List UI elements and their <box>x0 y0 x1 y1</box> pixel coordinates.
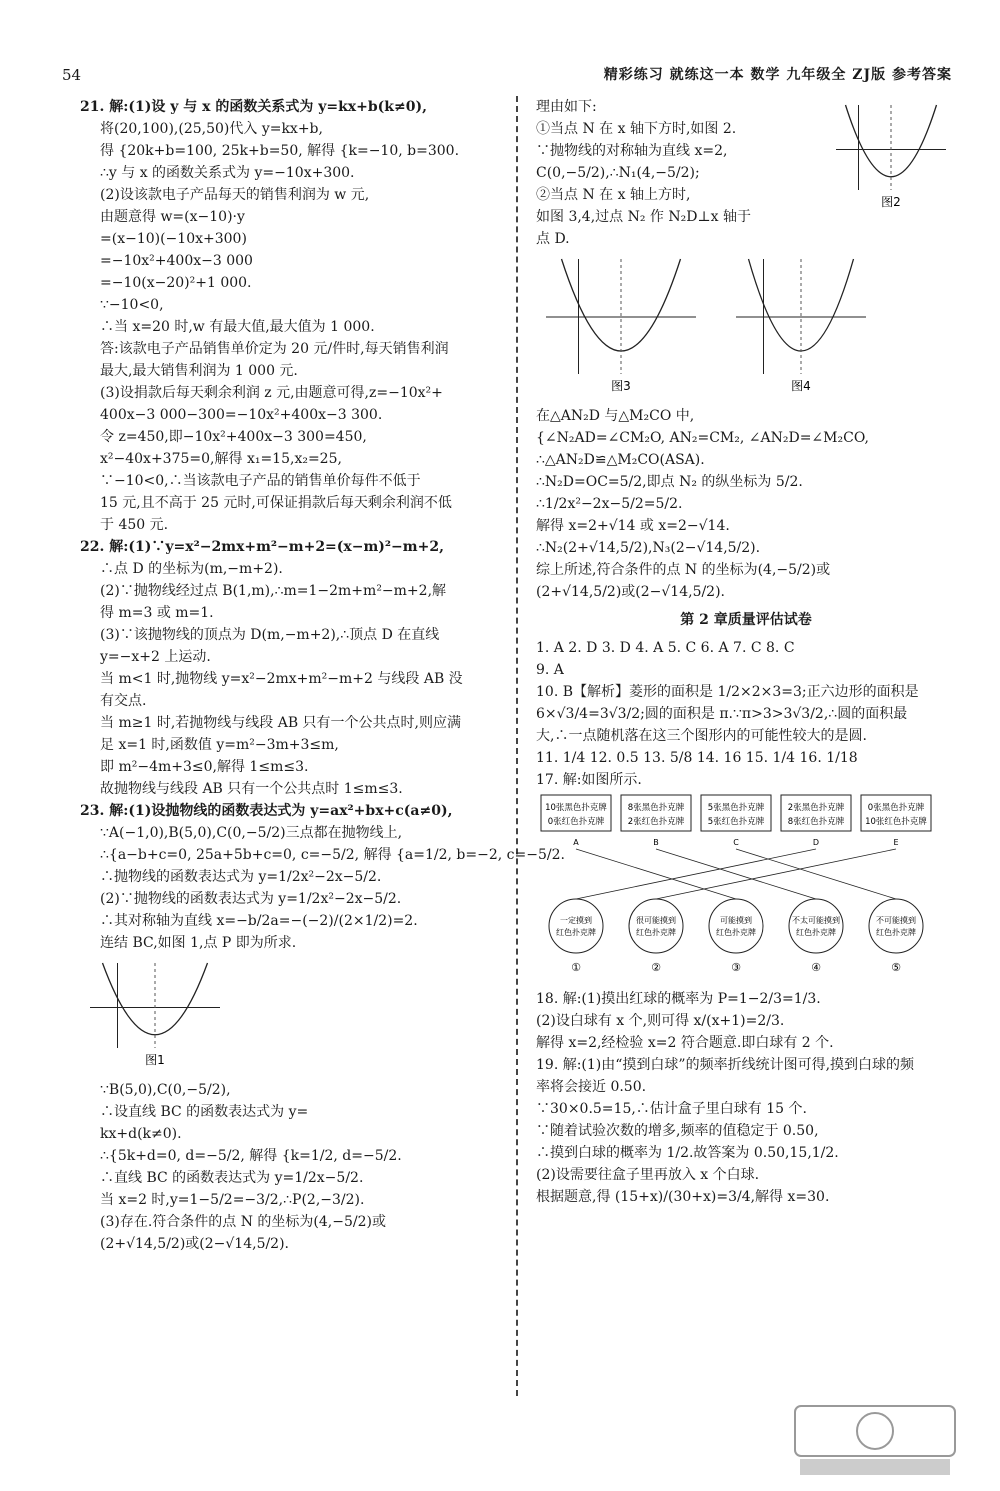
text-line: =(x−10)(−10x+300) <box>100 231 247 247</box>
text-line: 令 z=450,即−10x²+400x−3 300=450, <box>100 429 367 445</box>
circle-label: 可能摸到 <box>720 916 752 925</box>
watermark-stamp <box>790 1401 960 1481</box>
text-line: (2+√14,5/2)或(2−√14,5/2). <box>536 584 726 600</box>
text-line: x²−40x+375=0,解得 x₁=15,x₂=25, <box>100 451 342 467</box>
text-line: 15 元,且不高于 25 元时,可保证捐款后每天剩余利润不低 <box>100 495 452 511</box>
column-divider <box>516 96 518 1396</box>
figure-3 <box>536 254 706 401</box>
text-line: ∴y 与 x 的函数关系式为 y=−10x+300. <box>100 165 355 181</box>
text-line: 于 450 元. <box>100 517 169 533</box>
card-label: 2张红色扑克牌 <box>627 817 685 827</box>
connector-line <box>576 849 736 899</box>
text-line: ∵抛物线的对称轴为直线 x=2, <box>536 143 728 159</box>
figure-2 <box>826 100 956 217</box>
circle-label: 红色扑克牌 <box>716 928 756 937</box>
figure-caption: 图4 <box>791 379 811 393</box>
text-line: 11. 1/4 12. 0.5 13. 5/8 14. 16 15. 1/4 16. 1/18 <box>536 750 858 766</box>
text-line: 6×√3/4=3√3/2;圆的面积是 π.∵π>3>3√3/2,∴圆的面积最 <box>536 706 908 722</box>
text-line: 19. 解:(1)由“摸到白球”的频率折线统计图可得,摸到白球的频 <box>536 1057 915 1073</box>
text-line: 10. B【解析】菱形的面积是 1/2×2×3=3;正六边形的面积是 <box>536 684 919 700</box>
text-line: ∴点 D 的坐标为(m,−m+2). <box>100 561 283 577</box>
circle-label: 不太可能摸到 <box>792 916 840 925</box>
text-line: (3)设捐款后每天剩余利润 z 元,由题意可得,z=−10x²+ <box>100 385 443 401</box>
text-line: 故抛物线与线段 AB 只有一个公共点时 1≤m≤3. <box>100 781 403 797</box>
text-line: ∴{a−b+c=0, 25a+5b+c=0, c=−5/2, 解得 {a=1/2, b=−2, c=−5/2. <box>100 847 565 863</box>
card-label: 0张黑色扑克牌 <box>867 803 925 813</box>
figure-caption: 图1 <box>145 1053 165 1067</box>
figures-3-4 <box>536 250 956 405</box>
text-line: 大,∴一点随机落在这三个图形内的可能性较大的是圆. <box>536 728 867 744</box>
text-line: 得 {20k+b=100, 25k+b=50, 解得 {k=−10, b=300. <box>100 143 460 159</box>
circle-number: ② <box>651 961 661 974</box>
text-line: (3)∵该抛物线的顶点为 D(m,−m+2),∴顶点 D 在直线 <box>100 627 440 643</box>
figure-caption: 图2 <box>881 195 901 209</box>
outcome-circle <box>709 899 763 953</box>
text-line: 综上所述,符合条件的点 N 的坐标为(4,−5/2)或 <box>536 562 831 578</box>
text-line: 解得 x=2+√14 或 x=2−√14. <box>536 518 730 534</box>
circle-number: ④ <box>811 961 821 974</box>
text-line: ∴△AN₂D≌△M₂CO(ASA). <box>536 452 705 468</box>
text-line: (2)设白球有 x 个,则可得 x/(x+1)=2/3. <box>536 1013 785 1029</box>
card-label: 10张红色扑克牌 <box>865 817 927 827</box>
circle-number: ① <box>571 961 581 974</box>
card-label: 2张黑色扑克牌 <box>787 803 845 813</box>
text-line: 9. A <box>536 662 564 678</box>
text-line: 得 m=3 或 m=1. <box>100 605 214 621</box>
text-line: 22. 解:(1)∵y=x²−2mx+m²−m+2=(x−m)²−m+2, <box>80 539 444 555</box>
text-line: ∴当 x=20 时,w 有最大值,最大值为 1 000. <box>100 319 375 335</box>
card-label: 5张红色扑克牌 <box>707 817 765 827</box>
card-letter: A <box>573 838 579 847</box>
text-line: (2+√14,5/2)或(2−√14,5/2). <box>100 1236 290 1252</box>
text-line: C(0,−5/2),∴N₁(4,−5/2); <box>536 165 700 181</box>
text-line: 由题意得 w=(x−10)·y <box>100 209 245 225</box>
text-line: 理由如下: <box>536 99 597 115</box>
card-letter: C <box>733 838 739 847</box>
text-line: ∴抛物线的函数表达式为 y=1/2x²−2x−5/2. <box>100 869 382 885</box>
text-line: kx+d(k≠0). <box>100 1126 182 1142</box>
connector-line <box>656 849 896 899</box>
text-line: ∵30×0.5=15,∴估计盒子里白球有 15 个. <box>536 1101 807 1117</box>
text-line: 连结 BC,如图 1,点 P 即为所求. <box>100 935 297 951</box>
text-line: 答:该款电子产品销售单价定为 20 元/件时,每天销售利润 <box>100 341 449 357</box>
text-line: (3)存在.符合条件的点 N 的坐标为(4,−5/2)或 <box>100 1214 386 1230</box>
card-letter: D <box>812 838 820 847</box>
text-line: =−10(x−20)²+1 000. <box>100 275 252 291</box>
text-line: ∵−10<0,∴当该款电子产品的销售单价每件不低于 <box>100 473 421 489</box>
text-line: ∴设直线 BC 的函数表达式为 y= <box>100 1104 309 1120</box>
text-line: 23. 解:(1)设抛物线的函数表达式为 y=ax²+bx+c(a≠0), <box>80 803 453 819</box>
card-label: 0张红色扑克牌 <box>547 817 605 827</box>
page-number: 54 <box>62 66 82 84</box>
text-line: 1. A 2. D 3. D 4. A 5. C 6. A 7. C 8. C <box>536 640 795 656</box>
card-label: 8张黑色扑克牌 <box>627 803 685 813</box>
card-letter: B <box>653 838 659 847</box>
text-line: ∴1/2x²−2x−5/2=5/2. <box>536 496 683 512</box>
text-line: y=−x+2 上运动. <box>100 649 211 665</box>
text-line: 18. 解:(1)摸出红球的概率为 P=1−2/3=1/3. <box>536 991 821 1007</box>
text-line: 即 m²−4m+3≤0,解得 1≤m≤3. <box>100 759 309 775</box>
text-line: ∴N₂(2+√14,5/2),N₃(2−√14,5/2). <box>536 540 761 556</box>
text-line: 根据题意,得 (15+x)/(30+x)=3/4,解得 x=30. <box>536 1189 830 1205</box>
text-line: (2)设需要往盒子里再放入 x 个白球. <box>536 1167 760 1183</box>
text-line: 率将会接近 0.50. <box>536 1079 647 1095</box>
outcome-circle <box>869 899 923 953</box>
text-line: 当 m<1 时,抛物线 y=x²−2mx+m²−m+2 与线段 AB 没 <box>100 671 463 687</box>
text-line: 21. 解:(1)设 y 与 x 的函数关系式为 y=kx+b(k≠0), <box>80 99 427 115</box>
circle-number: ③ <box>731 961 741 974</box>
text-line: 17. 解:如图所示. <box>536 772 642 788</box>
circle-label: 红色扑克牌 <box>876 928 916 937</box>
text-line: 如图 3,4,过点 N₂ 作 N₂D⊥x 轴于 <box>536 209 751 225</box>
text-line: ∴直线 BC 的函数表达式为 y=1/2x−5/2. <box>100 1170 364 1186</box>
circle-label: 红色扑克牌 <box>636 928 676 937</box>
circle-label: 一定摸到 <box>560 916 592 925</box>
text-line: 最大,最大销售利润为 1 000 元. <box>100 363 298 379</box>
text-line: ∵随着试验次数的增多,频率的值稳定于 0.50, <box>536 1123 819 1139</box>
text-line: 当 m≥1 时,若抛物线与线段 AB 只有一个公共点时,则应满 <box>100 715 462 731</box>
text-line: (2)设该款电子产品每天的销售利润为 w 元, <box>100 187 370 203</box>
probability-diagram <box>536 791 936 981</box>
right-column <box>536 96 956 1208</box>
text-line: (2)∵抛物线的函数表达式为 y=1/2x²−2x−5/2. <box>100 891 402 907</box>
text-line: ∴摸到白球的概率为 1/2.故答案为 0.50,15,1/2. <box>536 1145 839 1161</box>
connector-line <box>656 849 816 899</box>
figure-caption: 图3 <box>611 379 631 393</box>
circle-label: 红色扑克牌 <box>556 928 596 937</box>
figure-1 <box>80 958 500 1075</box>
connector-line <box>576 849 816 899</box>
text-line: ∴N₂D=OC=5/2,即点 N₂ 的纵坐标为 5/2. <box>536 474 803 490</box>
text-line: 有交点. <box>100 693 147 709</box>
header-title: 精彩练习 就练这一本 数学 九年级全 ZJ版 参考答案 <box>603 67 952 83</box>
outcome-circle <box>549 899 603 953</box>
text-line: ∵B(5,0),C(0,−5/2), <box>100 1082 231 1098</box>
circle-number: ⑤ <box>891 961 901 974</box>
text-line: 第 2 章质量评估试卷 <box>680 612 812 628</box>
text-line: {∠N₂AD=∠CM₂O, AN₂=CM₂, ∠AN₂D=∠M₂CO, <box>536 430 869 446</box>
text-line: (2)∵抛物线经过点 B(1,m),∴m=1−2m+m²−m+2,解 <box>100 583 447 599</box>
text-line: 当 x=2 时,y=1−5/2=−3/2,∴P(2,−3/2). <box>100 1192 365 1208</box>
text-line: 将(20,100),(25,50)代入 y=kx+b, <box>100 121 323 137</box>
page-header <box>0 60 1000 90</box>
figure-4 <box>726 254 876 401</box>
text-line: ∴其对称轴为直线 x=−b/2a=−(−2)/(2×1/2)=2. <box>100 913 418 929</box>
circle-label: 很可能摸到 <box>636 916 676 925</box>
circle-label: 红色扑克牌 <box>796 928 836 937</box>
text-line: =−10x²+400x−3 000 <box>100 253 253 269</box>
connector-line <box>736 849 896 899</box>
text-line: ∴{5k+d=0, d=−5/2, 解得 {k=1/2, d=−5/2. <box>100 1148 402 1164</box>
text-line: ②当点 N 在 x 轴上方时, <box>536 187 691 203</box>
outcome-circle <box>629 899 683 953</box>
card-label: 5张黑色扑克牌 <box>707 803 765 813</box>
text-line: 点 D. <box>536 231 570 247</box>
card-label: 10张黑色扑克牌 <box>545 803 607 813</box>
text-line: 在△AN₂D 与△M₂CO 中, <box>536 408 695 424</box>
text-line: 足 x=1 时,函数值 y=m²−3m+3≤m, <box>100 737 339 753</box>
text-line: 400x−3 000−300=−10x²+400x−3 300. <box>100 407 383 423</box>
card-letter: E <box>893 838 899 847</box>
outcome-circle <box>789 899 843 953</box>
text-line: ∵A(−1,0),B(5,0),C(0,−5/2)三点都在抛物线上, <box>100 825 403 841</box>
circle-label: 不可能摸到 <box>876 916 916 925</box>
text-line: ①当点 N 在 x 轴下方时,如图 2. <box>536 121 737 137</box>
text-line: 解得 x=2,经检验 x=2 符合题意.即白球有 2 个. <box>536 1035 834 1051</box>
card-label: 8张红色扑克牌 <box>787 817 845 827</box>
text-line: ∵−10<0, <box>100 297 164 313</box>
